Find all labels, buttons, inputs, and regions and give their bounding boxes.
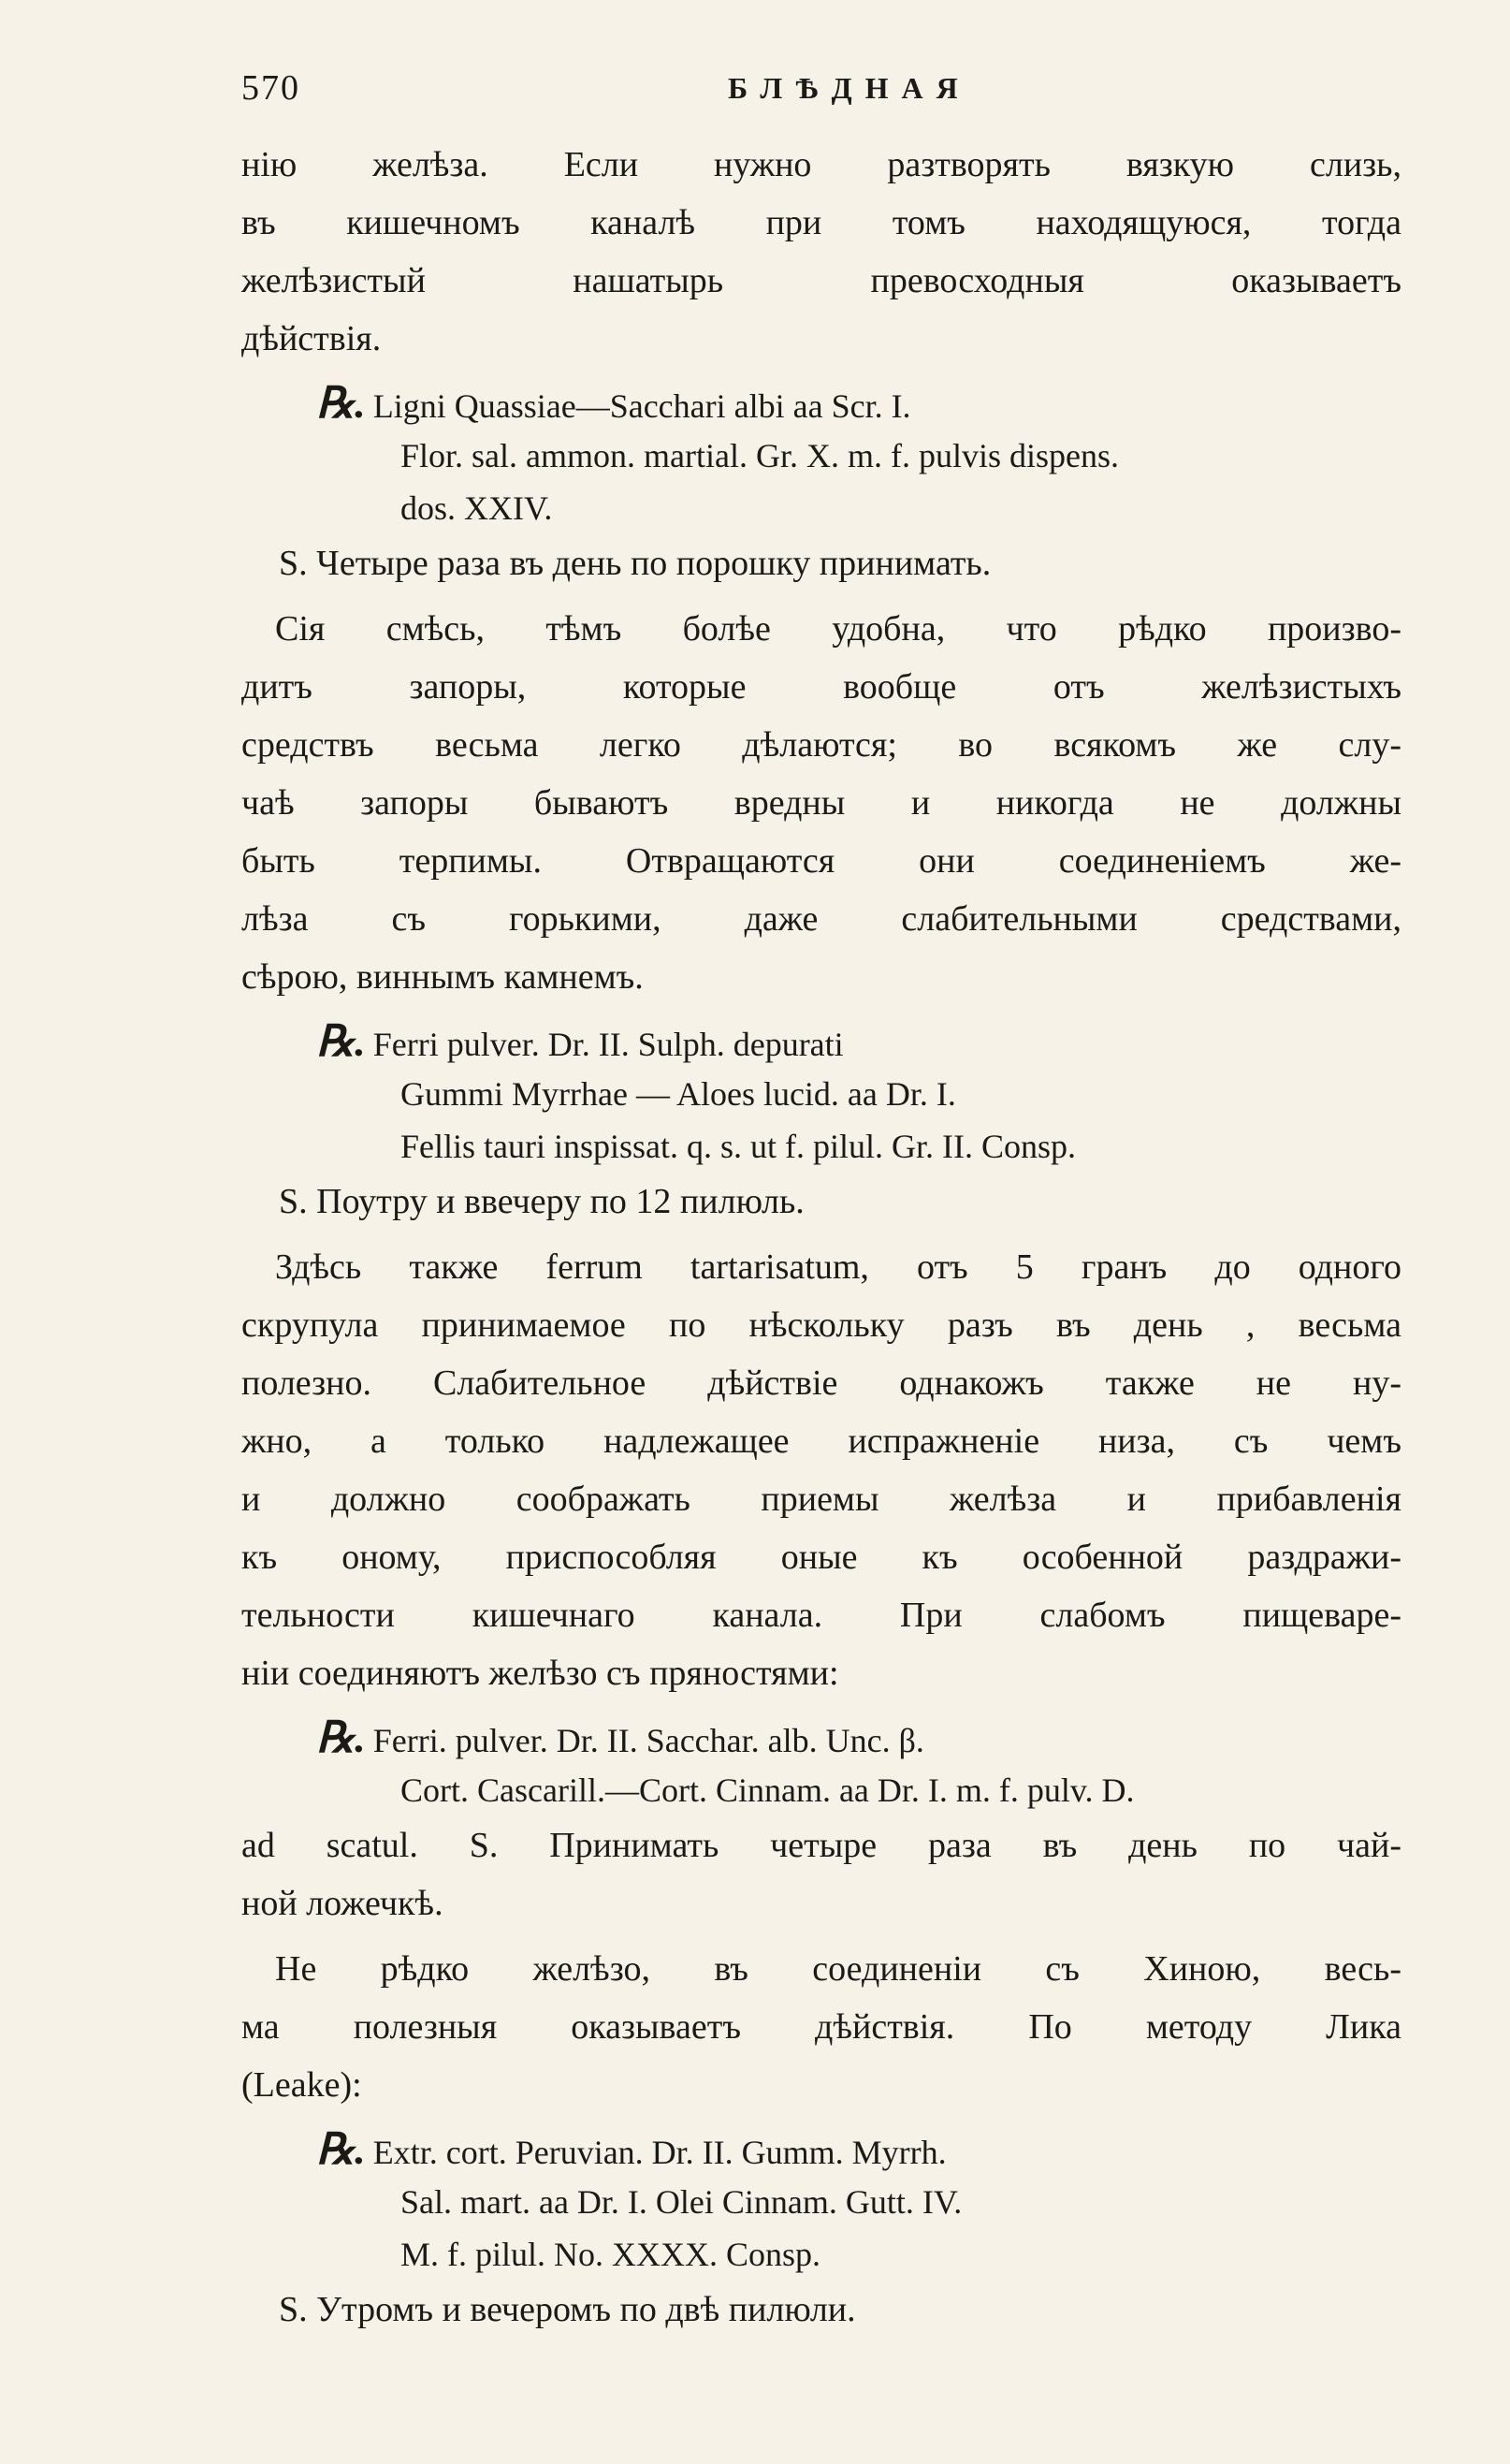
text-line: ма полезныя оказываетъ дѣйствія. По методу Лика bbox=[241, 2007, 1401, 2047]
text-line: сѣрою, виннымъ камнемъ. bbox=[241, 957, 644, 997]
recipe-line: Sal. mart. aa Dr. I. Olei Cinnam. Gutt. IV. bbox=[400, 2183, 963, 2221]
recipe-symbol: ℞. bbox=[316, 1017, 366, 1065]
text-line: ad scatul. S. Принимать четыре раза въ день по чай- bbox=[241, 1826, 1401, 1865]
paragraph-1 bbox=[241, 136, 1401, 368]
recipe-text: Ligni Quassiae—Sacchari albi aa Scr. I. bbox=[372, 387, 911, 425]
text-line: Не рѣдко желѣзо, въ соединеніи съ Хиною, весь- bbox=[275, 1949, 1401, 1989]
recipe-text: Ferri. pulver. Dr. II. Sacchar. alb. Unc. β. bbox=[372, 1722, 924, 1759]
recipe-line bbox=[241, 1712, 1401, 1764]
recipe-symbol: ℞. bbox=[316, 2125, 366, 2173]
text-line: жно, а только надлежащее испражненіе низа, съ чемъ bbox=[241, 1422, 1401, 1461]
page-body bbox=[241, 136, 1401, 2346]
recipe-line: Gummi Myrrhae — Aloes lucid. aa Dr. I. bbox=[400, 1075, 956, 1113]
text-line: (Leake): bbox=[241, 2065, 362, 2105]
paragraph-2 bbox=[241, 600, 1401, 1006]
recipe-3 bbox=[241, 1712, 1401, 1932]
recipe-4 bbox=[241, 2123, 1401, 2339]
text-line: дѣйствія. bbox=[241, 319, 382, 358]
text-line: скрупула принимаемое по нѣскольку разъ въ день , весьма bbox=[241, 1305, 1401, 1345]
text-line: полезно. Слабительное дѣйствіе однакожъ также не ну- bbox=[241, 1363, 1401, 1403]
text-line: Здѣсь также ferrum tartarisatum, отъ 5 гранъ до одного bbox=[275, 1247, 1401, 1287]
text-line: средствъ весьма легко дѣлаются; во всякомъ же слу- bbox=[241, 725, 1401, 765]
text-line: чаѣ запоры бываютъ вредны и никогда не должны bbox=[241, 783, 1401, 823]
recipe-signa: S. Поутру и ввечеру по 12 пилюль. bbox=[279, 1182, 805, 1221]
recipe-line bbox=[241, 2123, 1401, 2176]
recipe-line: Flor. sal. ammon. martial. Gr. X. m. f. pulvis dispens. bbox=[400, 437, 1119, 474]
running-head: БЛѢДНАЯ bbox=[728, 71, 971, 105]
paragraph-4 bbox=[241, 1940, 1401, 2114]
recipe-2 bbox=[241, 1015, 1401, 1231]
recipe-line: Cort. Cascarill.—Cort. Cinnam. aa Dr. I. m. f. pulv. D. bbox=[400, 1771, 1135, 1809]
recipe-signa: S. Утромъ и вечеромъ по двѣ пилюли. bbox=[279, 2290, 856, 2329]
text-line: къ оному, приспособляя оные къ особенной раздражи- bbox=[241, 1538, 1401, 1577]
text-line: тельности кишечнаго канала. При слабомъ пищеваре- bbox=[241, 1596, 1401, 1635]
paragraph-3 bbox=[241, 1238, 1401, 1702]
text-line: дитъ запоры, которые вообще отъ желѣзистыхъ bbox=[241, 667, 1401, 707]
text-line: Сія смѣсь, тѣмъ болѣе удобна, что рѣдко произво- bbox=[275, 609, 1401, 649]
recipe-line bbox=[241, 1015, 1401, 1068]
page-header bbox=[241, 67, 1009, 124]
text-line: и должно соображать приемы желѣза и прибавленія bbox=[241, 1480, 1401, 1519]
text-line: ніи соединяютъ желѣзо съ пряностями: bbox=[241, 1654, 839, 1693]
recipe-1 bbox=[241, 377, 1401, 592]
text-line: ной ложечкѣ. bbox=[241, 1884, 443, 1923]
page-number: 570 bbox=[241, 68, 300, 108]
recipe-signa: S. Четыре раза въ день по порошку принимать. bbox=[279, 544, 992, 583]
text-line: лѣза съ горькими, даже слабительными средствами, bbox=[241, 899, 1401, 939]
recipe-text: Ferri pulver. Dr. II. Sulph. depurati bbox=[372, 1026, 844, 1063]
text-line: нію желѣза. Если нужно разтворять вязкую слизь, bbox=[241, 145, 1401, 184]
recipe-line bbox=[241, 377, 1401, 430]
recipe-line: dos. XXIV. bbox=[400, 489, 553, 527]
recipe-text: Extr. cort. Peruvian. Dr. II. Gumm. Myrrh. bbox=[372, 2134, 947, 2171]
recipe-symbol: ℞. bbox=[316, 1713, 366, 1761]
text-line: желѣзистый нашатырь превосходныя оказываетъ bbox=[241, 261, 1401, 300]
text-line: быть терпимы. Отвращаются они соединеніемъ же- bbox=[241, 841, 1401, 881]
recipe-line: Fellis tauri inspissat. q. s. ut f. pilul. Gr. II. Consp. bbox=[400, 1128, 1077, 1165]
recipe-symbol: ℞. bbox=[316, 379, 366, 427]
recipe-line: M. f. pilul. No. XXXX. Consp. bbox=[400, 2236, 821, 2273]
text-line: въ кишечномъ каналѣ при томъ находящуюся, тогда bbox=[241, 203, 1401, 242]
